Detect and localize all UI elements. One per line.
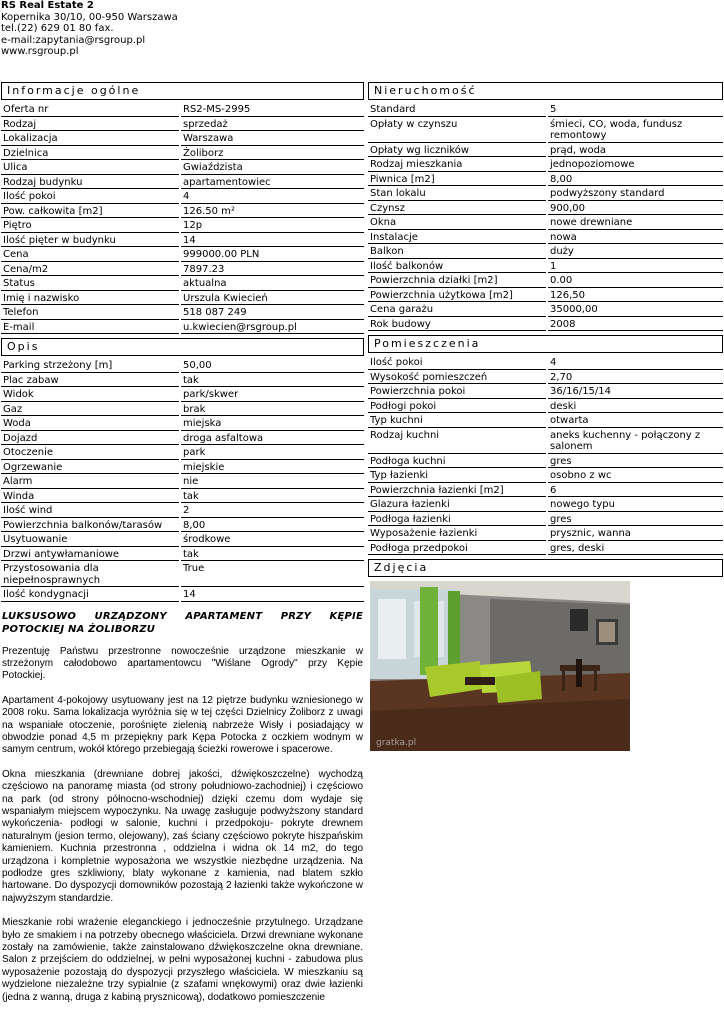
section-header-photos: Zdjęcia — [368, 559, 723, 577]
field-label: Ilość pięter w budynku — [1, 235, 179, 248]
field-value: nowa — [548, 232, 723, 245]
field-label: Okna — [368, 217, 546, 230]
table-row — [1, 404, 364, 417]
table-row — [1, 375, 364, 388]
table-row — [368, 456, 723, 469]
table-row — [1, 389, 364, 402]
table-row — [368, 290, 723, 303]
table-row — [1, 520, 364, 533]
field-label: Widok — [1, 389, 179, 402]
table-row — [1, 148, 364, 161]
field-value: gres — [548, 514, 723, 527]
table-row — [1, 278, 364, 291]
table-row — [368, 319, 723, 332]
field-label: Balkon — [368, 246, 546, 259]
table-row — [368, 232, 723, 245]
field-label: Rok budowy — [368, 319, 546, 332]
agency-email: e-mail:zapytania@rsgroup.pl — [1, 34, 146, 46]
section-header-general: Informacje ogólne — [1, 82, 364, 100]
field-value: park/skwer — [181, 389, 364, 402]
field-value: droga asfaltowa — [181, 433, 364, 446]
description-paragraph: Mieszkanie robi wrażenie eleganckiego i jednocześnie przytulnego. Urządzane było ze smakiem i na potrzeby obecnego właściciela. Drzwi drewniane wykonane zostały na zamówienie, także zainstalowano dźwiękoszczelne okna drewniane. Salon z przejściem do oddzielnej, w pełni wyposażonej kuchni - zabudowa plus wyposażenie pozostają do dyspozycji przyszłego właściciela. W mieszkaniu są wydzielone niezależne trzy sypialnie (z szafami wnękowymi) oraz dwie łazienki (jedna z wanną, druga z kabiną prysznicową), dodatkowo pomieszczenie — [2, 917, 363, 1003]
field-label: Ogrzewanie — [1, 462, 179, 475]
field-value: 50,00 — [181, 360, 364, 373]
field-value: 35000,00 — [548, 304, 723, 317]
field-value: 36/16/15/14 — [548, 386, 723, 399]
table-row — [1, 293, 364, 306]
field-value: środkowe — [181, 534, 364, 547]
field-value: 5 — [548, 104, 723, 117]
description-paragraph: Prezentuję Państwu przestronne nowocześnie urządzone mieszkanie w strzeżonym całodobowo apartamentowcu "Wiślane Ogrody" przy Kępie Potockiej. — [2, 645, 363, 682]
field-value: RS2-MS-2995 — [181, 104, 364, 117]
table-row — [1, 177, 364, 190]
field-label: Winda — [1, 491, 179, 504]
field-value: 900,00 — [548, 203, 723, 216]
field-value: 4 — [181, 191, 364, 204]
table-row — [1, 476, 364, 489]
table-row — [1, 104, 364, 117]
property-table — [368, 102, 723, 333]
field-value: Żoliborz — [181, 148, 364, 161]
table-row — [1, 235, 364, 248]
field-value: nie — [181, 476, 364, 489]
table-row — [1, 162, 364, 175]
table-row — [368, 543, 723, 556]
field-label: Dojazd — [1, 433, 179, 446]
field-value: 14 — [181, 235, 364, 248]
table-row — [368, 145, 723, 158]
table-row — [368, 261, 723, 274]
left-column — [1, 80, 364, 1016]
section-header-opis: Opis — [1, 338, 364, 356]
field-label: Parking strzeżony [m] — [1, 360, 179, 373]
field-label: Wyposażenie łazienki — [368, 528, 546, 541]
field-label: Rodzaj — [1, 119, 179, 132]
field-value: 999000.00 PLN — [181, 249, 364, 262]
field-label: Opłaty w czynszu — [368, 119, 546, 143]
field-value: 126.50 m² — [181, 206, 364, 219]
field-value: duży — [548, 246, 723, 259]
field-value: prysznic, wanna — [548, 528, 723, 541]
field-value: 518 087 249 — [181, 307, 364, 320]
field-label: Gaz — [1, 404, 179, 417]
field-value: tak — [181, 375, 364, 388]
field-value: aneks kuchenny - połączony z salonem — [548, 430, 723, 454]
table-row — [1, 264, 364, 277]
field-label: Podłoga łazienki — [368, 514, 546, 527]
field-label: Otoczenie — [1, 447, 179, 460]
apartment-photo[interactable] — [370, 581, 630, 751]
photo-watermark: gratka.pl — [376, 738, 417, 748]
field-value: tak — [181, 491, 364, 504]
field-label: Podłoga kuchni — [368, 456, 546, 469]
field-label: Piętro — [1, 220, 179, 233]
table-row — [368, 485, 723, 498]
field-value: apartamentowiec — [181, 177, 364, 190]
field-label: Pow. całkowita [m2] — [1, 206, 179, 219]
table-row — [368, 357, 723, 370]
field-label: Rodzaj budynku — [1, 177, 179, 190]
field-label: Opłaty wg liczników — [368, 145, 546, 158]
table-row — [368, 386, 723, 399]
field-value: 2,70 — [548, 372, 723, 385]
field-label: Cena garażu — [368, 304, 546, 317]
table-row — [1, 220, 364, 233]
field-value: osobno z wc — [548, 470, 723, 483]
agency-name: RS Real Estate 2 — [1, 0, 94, 11]
field-value: 8,00 — [181, 520, 364, 533]
field-value: śmieci, CO, woda, fundusz remontowy — [548, 119, 723, 143]
table-row — [368, 415, 723, 428]
opis-table — [1, 358, 364, 604]
table-row — [1, 322, 364, 335]
field-label: Dzielnica — [1, 148, 179, 161]
table-row — [1, 133, 364, 146]
field-value: deski — [548, 401, 723, 414]
field-value: 14 — [181, 589, 364, 602]
field-value: 12p — [181, 220, 364, 233]
field-value: 4 — [548, 357, 723, 370]
field-label: Lokalizacja — [1, 133, 179, 146]
right-column — [368, 80, 723, 751]
field-label: Oferta nr — [1, 104, 179, 117]
field-value: brak — [181, 404, 364, 417]
field-label: Standard — [368, 104, 546, 117]
field-label: Powierzchnia łazienki [m2] — [368, 485, 546, 498]
field-label: Przystosowania dla niepełnosprawnych — [1, 563, 179, 587]
field-label: Stan lokalu — [368, 188, 546, 201]
field-label: Drzwi antywłamaniowe — [1, 549, 179, 562]
field-value: True — [181, 563, 364, 587]
field-label: Usytuowanie — [1, 534, 179, 547]
field-label: Podłoga przedpokoi — [368, 543, 546, 556]
table-row — [1, 549, 364, 562]
field-label: Glazura łazienki — [368, 499, 546, 512]
table-row — [368, 246, 723, 259]
table-row — [1, 534, 364, 547]
field-label: Powierzchnia balkonów/tarasów — [1, 520, 179, 533]
field-label: Typ kuchni — [368, 415, 546, 428]
table-row — [1, 307, 364, 320]
field-label: Plac zabaw — [1, 375, 179, 388]
field-label: Status — [1, 278, 179, 291]
table-row — [1, 191, 364, 204]
field-label: E-mail — [1, 322, 179, 335]
field-value: nowe drewniane — [548, 217, 723, 230]
field-value: miejskie — [181, 462, 364, 475]
table-row — [368, 217, 723, 230]
field-value: 2 — [181, 505, 364, 518]
table-row — [368, 401, 723, 414]
agency-phone: tel.(22) 629 01 80 fax. — [1, 23, 114, 34]
table-row — [1, 563, 364, 587]
table-row — [368, 499, 723, 512]
field-value: gres — [548, 456, 723, 469]
table-row — [368, 430, 723, 454]
field-label: Ilość pokoi — [368, 357, 546, 370]
field-label: Czynsz — [368, 203, 546, 216]
table-row — [368, 275, 723, 288]
field-value: 0.00 — [548, 275, 723, 288]
field-label: Ulica — [1, 162, 179, 175]
field-label: Instalacje — [368, 232, 546, 245]
field-value: sprzedaż — [181, 119, 364, 132]
field-label: Telefon — [1, 307, 179, 320]
table-row — [368, 528, 723, 541]
agency-website: www.rsgroup.pl — [1, 46, 79, 57]
agency-header — [1, 0, 178, 58]
living-room-photo — [370, 581, 630, 751]
table-row — [368, 159, 723, 172]
table-row — [1, 418, 364, 431]
field-value: jednopoziomowe — [548, 159, 723, 172]
table-row — [368, 304, 723, 317]
table-row — [368, 174, 723, 187]
table-row — [1, 206, 364, 219]
field-value: 7897.23 — [181, 264, 364, 277]
table-row — [1, 589, 364, 602]
table-row — [1, 462, 364, 475]
table-row — [368, 470, 723, 483]
field-value: 2008 — [548, 319, 723, 332]
table-row — [1, 360, 364, 373]
field-label: Podłogi pokoi — [368, 401, 546, 414]
field-label: Woda — [1, 418, 179, 431]
field-value: gres, deski — [548, 543, 723, 556]
field-label: Wysokość pomieszczeń — [368, 372, 546, 385]
general-info-table — [1, 102, 364, 336]
table-row — [1, 505, 364, 518]
field-label: Ilość pokoi — [1, 191, 179, 204]
field-label: Powierzchnia pokoi — [368, 386, 546, 399]
field-label: Ilość kondygnacji — [1, 589, 179, 602]
field-label: Piwnica [m2] — [368, 174, 546, 187]
field-label: Ilość balkonów — [368, 261, 546, 274]
table-row — [368, 514, 723, 527]
field-label: Cena/m2 — [1, 264, 179, 277]
field-value: 126,50 — [548, 290, 723, 303]
table-row — [1, 491, 364, 504]
field-label: Powierzchnia użytkowa [m2] — [368, 290, 546, 303]
offer-description — [1, 610, 364, 1005]
field-value: miejska — [181, 418, 364, 431]
field-label: Cena — [1, 249, 179, 262]
agency-address: Kopernika 30/10, 00-950 Warszawa — [1, 11, 178, 23]
description-paragraph: Apartament 4-pokojowy usytuowany jest na 12 piętrze budynku wzniesionego w 2008 roku. Sama lokalizacja wyróżnia się w tej części Dzielnicy Żoliborz z uwagi na wspaniałe otoczenie, porośnięte zielenią nabrzeże Wisły i posiadający w obwodzie ponad 4,5 m przepiękny park Kępa Potocka z oczkiem wodnym w samym centrum, wokół którego przebiegają ścieżki rowerowe i spacerowe. — [2, 694, 363, 756]
field-value: podwyższony standard — [548, 188, 723, 201]
field-value: nowego typu — [548, 499, 723, 512]
table-row — [368, 119, 723, 143]
field-value: 1 — [548, 261, 723, 274]
field-value: aktualna — [181, 278, 364, 291]
field-value: tak — [181, 549, 364, 562]
field-label: Powierzchnia działki [m2] — [368, 275, 546, 288]
field-label: Ilość wind — [1, 505, 179, 518]
field-value: 6 — [548, 485, 723, 498]
field-value: Urszula Kwiecień — [181, 293, 364, 306]
field-label: Imię i nazwisko — [1, 293, 179, 306]
table-row — [1, 447, 364, 460]
table-row — [368, 372, 723, 385]
field-value: 8,00 — [548, 174, 723, 187]
table-row — [368, 188, 723, 201]
field-value: prąd, woda — [548, 145, 723, 158]
table-row — [1, 249, 364, 262]
table-row — [368, 203, 723, 216]
rooms-table — [368, 355, 723, 557]
field-value: park — [181, 447, 364, 460]
field-value: otwarta — [548, 415, 723, 428]
section-header-property: Nieruchomość — [368, 82, 723, 100]
field-label: Rodzaj mieszkania — [368, 159, 546, 172]
field-label: Alarm — [1, 476, 179, 489]
field-label: Typ łazienki — [368, 470, 546, 483]
field-value: Gwiaździsta — [181, 162, 364, 175]
field-value: Warszawa — [181, 133, 364, 146]
field-label: Rodzaj kuchni — [368, 430, 546, 454]
description-headline: LUKSUSOWO URZĄDZONY APARTAMENT PRZY KĘPIE POTOCKIEJ NA ŻOLIBORZU — [2, 610, 363, 635]
table-row — [1, 119, 364, 132]
table-row — [368, 104, 723, 117]
table-row — [1, 433, 364, 446]
section-header-rooms: Pomieszczenia — [368, 335, 723, 353]
field-value: u.kwiecien@rsgroup.pl — [181, 322, 364, 335]
description-paragraph: Okna mieszkania (drewniane dobrej jakości, dźwiękoszczelne) wychodzą częściowo na panoramę miasta (od strony południowo-zachodniej) i częściowo na park (od strony północno-wschodniej) dzięki czemu dom wydaje się wspaniałym miejscem wypoczynku. Na uwagę zasługuje podwyższony standard wykończenia- podłogi w salonie, kuchni i przedpokoju- pokryte drewnem naturalnym (jesion termo, olejowany), zaś ściany częściowo pokryte hiszpańskim kamieniem. Kuchnia przestronna , oddzielna i widna ok 14 m2, do tego urządzona i kompletnie wyposażona we wszystkie niezbędne urządzenia. Na podłodze gres szkliwiony, blaty wykonane z kamienia, nad blatem szkło hartowane. Do dyspozycji domowników pozostają 2 łazienki także wykończone w najwyższym standardzie. — [2, 768, 363, 904]
